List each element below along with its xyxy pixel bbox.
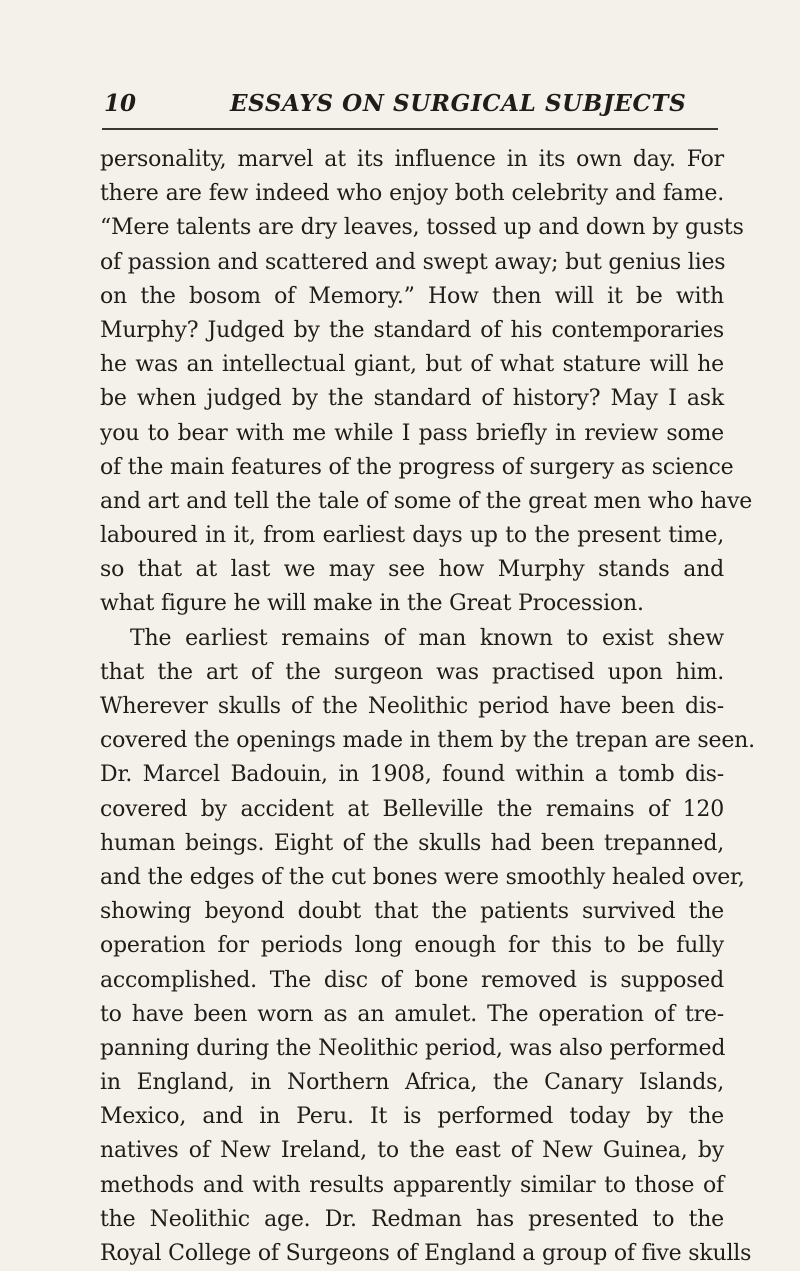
text-line: “Mere talents are dry leaves, tossed up and down by gusts (100, 215, 744, 241)
text-line: personality, marvel at its influence in its own day. For (100, 147, 724, 172)
text-line: covered the openings made in them by the trepan are seen. (100, 728, 755, 754)
text-line: to have been worn as an amulet. The operation of tre- (100, 1001, 724, 1027)
text-line: natives of New Ireland, to the east of New Guinea, by (100, 1138, 724, 1164)
text-line: panning during the Neolithic period, was also performed (100, 1035, 726, 1061)
text-line: human beings. Eight of the skulls had been trepanned, (100, 830, 724, 856)
text-line: Mexico, and in Peru. It is performed today by the (100, 1104, 724, 1130)
text-line: of the main features of the progress of surgery as science (100, 454, 734, 480)
text-line: and art and tell the tale of some of the great men who have (100, 488, 753, 514)
text-line: accomplished. The disc of bone removed is supposed (100, 967, 724, 993)
text-line: in England, in Northern Africa, the Canary Islands, (100, 1070, 724, 1096)
page-number: 10 (104, 90, 137, 117)
running-title: ESSAYS ON SURGICAL SUBJECTS (230, 90, 687, 117)
text-line: laboured in it, from earliest days up to the present time, (100, 523, 724, 549)
text-line: Dr. Marcel Badouin, in 1908, found within a tomb dis- (100, 762, 724, 788)
text-line: and the edges of the cut bones were smoothly healed over, (100, 864, 745, 890)
text-line: The earliest remains of man known to exist shew (130, 625, 724, 651)
text-line: on the bosom of Memory.” How then will it be with (100, 283, 724, 309)
text-line: he was an intellectual giant, but of what stature will he (100, 352, 724, 378)
text-line: covered by accident at Belleville the remains of 120 (100, 796, 724, 822)
text-line: operation for periods long enough for this to be fully (100, 933, 724, 959)
body-text (100, 143, 755, 1271)
text-line: showing beyond doubt that the patients survived the (100, 899, 724, 925)
text-line: there are few indeed who enjoy both celebrity and fame. (100, 181, 724, 207)
text-line: methods and with results apparently similar to those of (100, 1172, 724, 1198)
text-line: Royal College of Surgeons of England a group of five skulls (100, 1241, 752, 1266)
header-rule (102, 128, 718, 130)
text-line: of passion and scattered and swept away; but genius lies (100, 249, 726, 275)
text-line: so that at last we may see how Murphy stands and (100, 557, 724, 583)
text-line: be when judged by the standard of history? May I ask (100, 386, 724, 412)
text-line: Wherever skulls of the Neolithic period have been dis- (100, 694, 724, 719)
text-line: you to bear with me while I pass briefly in review some (100, 420, 724, 446)
text-line: what figure he will make in the Great Procession. (100, 591, 644, 617)
text-line: that the art of the surgeon was practised upon him. (100, 659, 724, 685)
text-line: Murphy? Judged by the standard of his contemporaries (100, 317, 724, 343)
text-line: the Neolithic age. Dr. Redman has presented to the (100, 1206, 724, 1232)
running-head (102, 84, 718, 124)
